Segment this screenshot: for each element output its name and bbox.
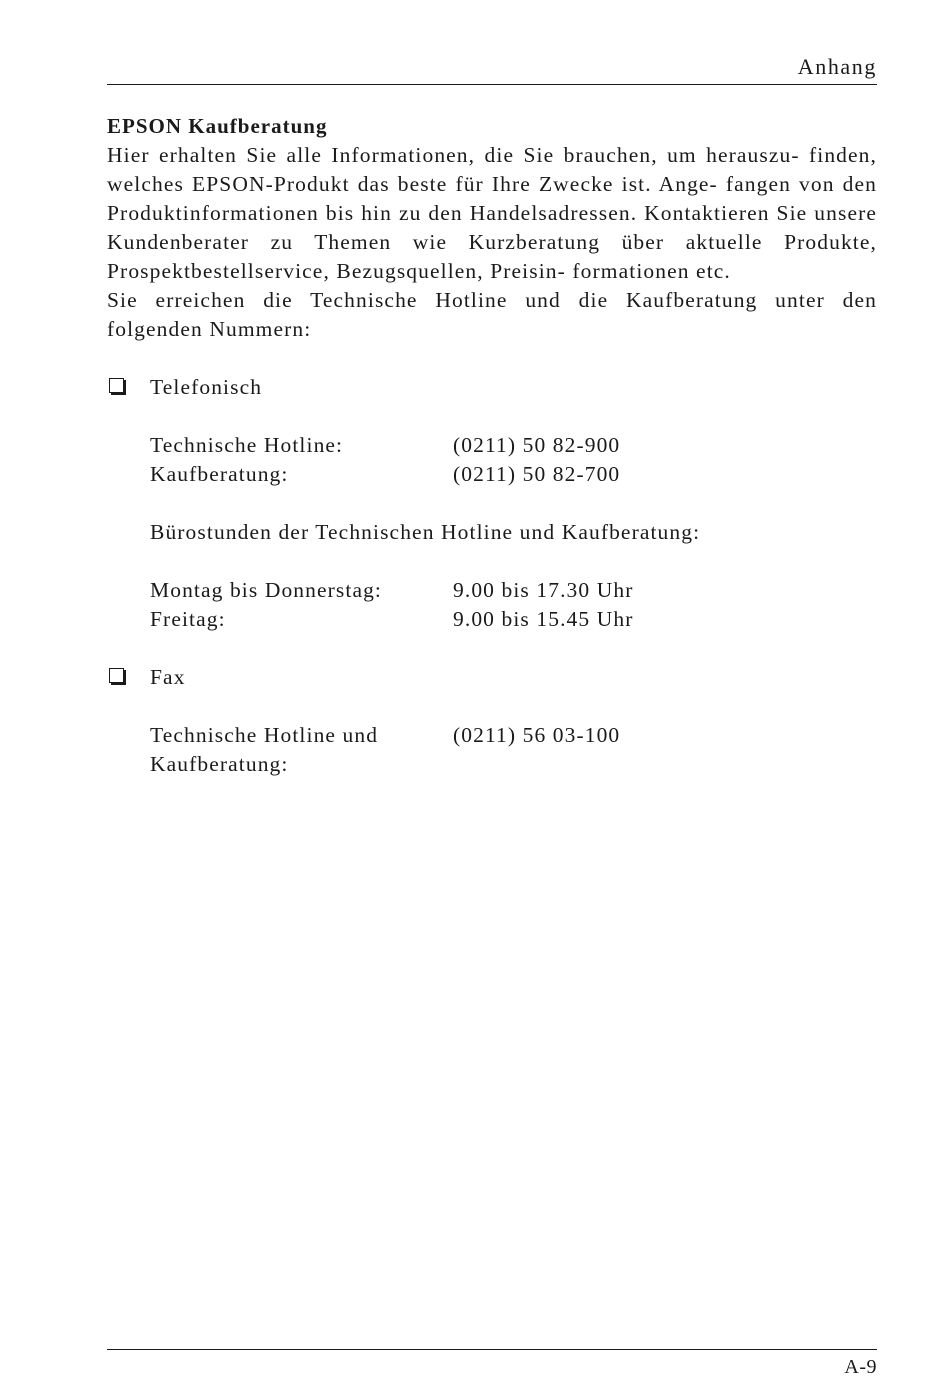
intro-paragraph	[107, 141, 877, 286]
intro-line: formationen etc.	[572, 259, 731, 283]
phone-number: (0211) 50 82-900	[453, 433, 621, 457]
intro-line: fangen von den Produktinformationen bis hin zu den Handelsadressen.	[107, 172, 877, 225]
hours-row-mon-thu	[150, 576, 877, 605]
office-hours-heading: Bürostunden der Technischen Hotline und Kaufberatung:	[150, 520, 701, 544]
hours-label: Montag bis Donnerstag:	[150, 578, 383, 602]
fax-label-continued: Kaufberatung:	[150, 752, 289, 776]
hours-row-fri	[150, 605, 877, 634]
checkbox-bullet-icon	[109, 668, 124, 683]
page-number: A-9	[844, 1356, 877, 1378]
intro-line: über aktuelle Produkte, Prospektbestellservice, Bezugsquellen, Preisin-	[107, 230, 877, 283]
phone-row-hotline	[150, 431, 877, 460]
hours-label: Freitag:	[150, 607, 226, 631]
fax-label: Technische Hotline und	[150, 723, 379, 747]
fax-numbers	[150, 721, 877, 779]
reach-paragraph	[107, 286, 877, 344]
header-rule	[107, 84, 877, 85]
phone-row-sales	[150, 460, 877, 489]
phone-numbers	[150, 431, 877, 489]
intro-line: finden, welches EPSON-Produkt das beste für Ihre Zwecke ist. Ange-	[107, 143, 877, 196]
fax-row-continued	[150, 750, 877, 779]
fax-bullet-label: Fax	[150, 665, 186, 689]
checkbox-bullet-icon	[109, 378, 124, 393]
hours-value: 9.00 bis 15.45 Uhr	[453, 607, 634, 631]
fax-row	[150, 721, 877, 750]
office-hours	[150, 576, 877, 634]
phone-label: Kaufberatung:	[150, 462, 289, 486]
footer-rule	[107, 1349, 877, 1350]
phone-bullet	[107, 373, 877, 402]
hours-value: 9.00 bis 17.30 Uhr	[453, 578, 634, 602]
phone-bullet-label: Telefonisch	[150, 375, 263, 399]
reach-line: Sie erreichen die Technische Hotline und die Kaufberatung unter den	[107, 288, 877, 312]
page-content	[107, 112, 877, 779]
fax-bullet	[107, 663, 877, 692]
intro-line: Hier erhalten Sie alle Informationen, die Sie brauchen, um herauszu-	[107, 143, 800, 167]
phone-number: (0211) 50 82-700	[453, 462, 621, 486]
reach-line: folgenden Nummern:	[107, 317, 312, 341]
section-heading: EPSON Kaufberatung	[107, 114, 328, 138]
phone-label: Technische Hotline:	[150, 433, 344, 457]
fax-number: (0211) 56 03-100	[453, 723, 621, 747]
intro-line: Kontaktieren Sie unsere Kundenberater zu Themen wie Kurzberatung	[107, 201, 877, 254]
running-header: Anhang	[797, 54, 877, 79]
